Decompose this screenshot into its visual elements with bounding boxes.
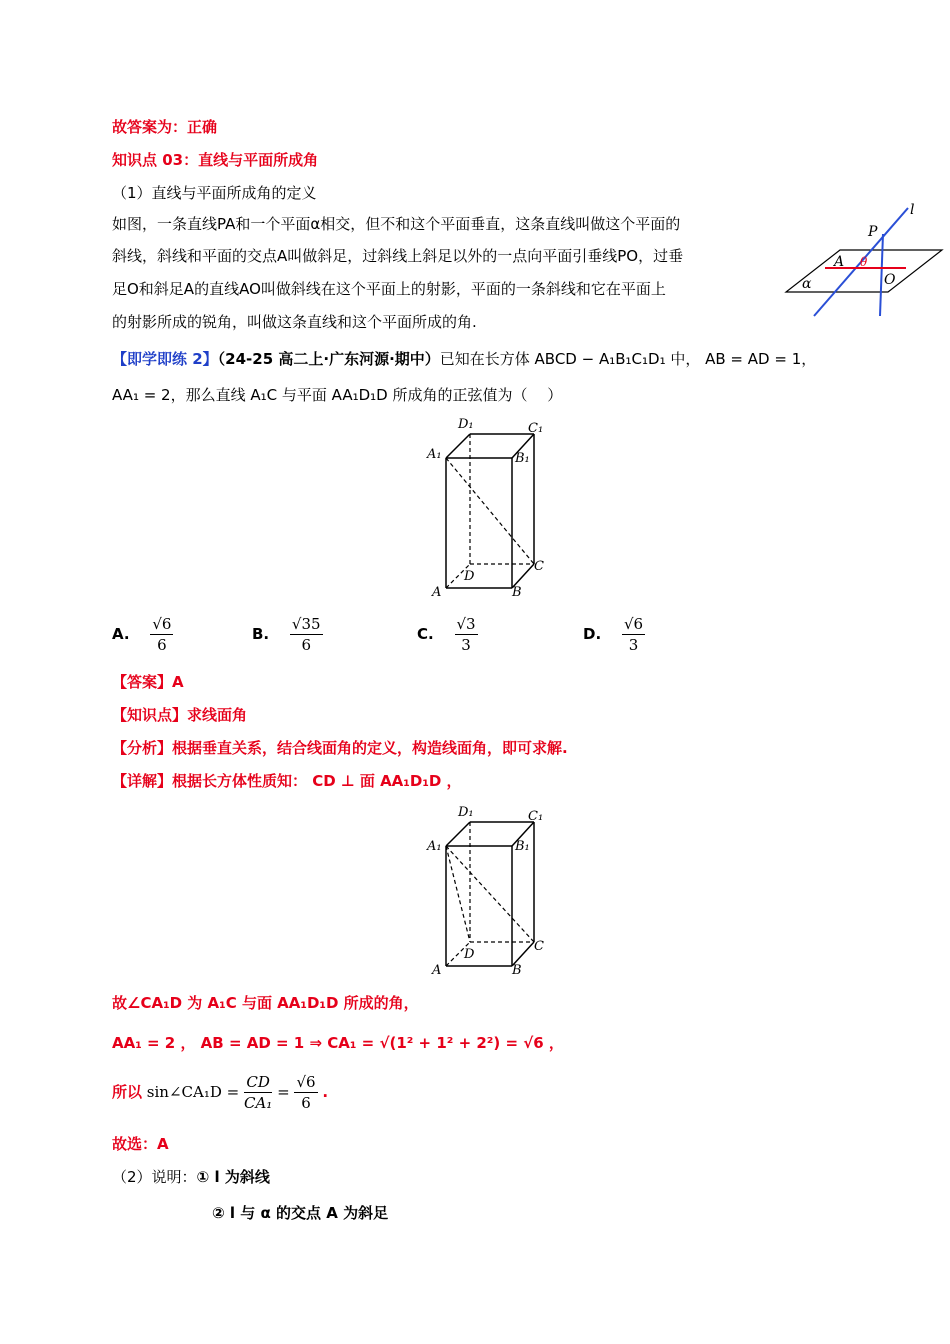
label-c: C [534,939,544,954]
perpendicular-po [880,234,883,316]
label-d1: D₁ [458,417,474,432]
note-item-2: ② l 与 α 的交点 A 为斜足 [212,1204,389,1222]
option-letter: C. [417,625,434,643]
option-fraction: $\frac{√6}{3}$ [623,615,644,654]
option-d[interactable] [583,614,645,655]
label-d: D [464,569,475,584]
label-a: A [834,254,845,270]
exercise-stem-1: 已知在长方体 ABCD − A₁B₁C₁D₁ 中， AB = AD = 1， [439,350,817,368]
note-line-1 [112,1166,270,1187]
fraction-cd-ca1: $\frac{CD}{\text{CA₁}}$ [244,1073,273,1112]
label-a: A [432,963,442,978]
label-a1: A₁ [427,447,442,462]
option-fraction: $\frac{√35}{6}$ [291,615,321,654]
label-p: P [868,224,878,240]
definition-line-2: 斜线，斜线和平面的交点A叫做斜足，过斜线上斜足以外的一点向平面引垂线PO，过垂 [112,247,684,265]
definition-heading: （1）直线与平面所成角的定义 [112,184,317,202]
solution-line-3: 所以 sin∠CA₁D = $\frac{CD}{\text{CA₁}}$ = $\frac{√6}{6}$ . [112,1073,329,1112]
knowledge-line: 【知识点】求线面角 [112,706,248,724]
label-theta: θ [860,255,868,269]
solution-line-1: 故∠CA₁D 为 A₁C 与面 AA₁D₁D 所成的角， [112,994,419,1012]
note-heading: （2）说明： [112,1168,197,1186]
solution-line-2: AA₁ = 2 ， AB = AD = 1 ⇒ CA₁ = √(1² + 1² + 2²) = √6 ， [112,1034,564,1052]
exercise-stem-line-1 [112,348,816,369]
option-letter: A. [112,625,130,643]
cuboid-figure-1 [420,412,550,602]
previous-answer: 故答案为：正确 [112,118,218,136]
label-b: B [512,963,522,978]
option-letter: B. [252,625,270,643]
analysis-line: 【分析】根据垂直关系，结合线面角的定义，构造线面角，即可求解. [112,739,568,757]
option-b[interactable] [252,614,323,655]
label-o: O [884,272,896,288]
label-b1: B₁ [515,839,530,854]
label-alpha: α [802,276,812,292]
label-b: B [512,585,522,600]
label-c: C [534,559,544,574]
definition-line-4: 的射影所成的锐角，叫做这条直线和这个平面所成的角. [112,313,477,331]
label-l: l [910,202,915,218]
label-a: A [432,585,442,600]
cuboid-figure-2 [420,800,550,980]
detail-line: 【详解】根据长方体性质知： CD ⊥ 面 AA₁D₁D ， [112,772,462,790]
plane-angle-figure [780,196,950,326]
label-b1: B₁ [515,451,530,466]
label-c1: C₁ [528,809,544,824]
definition-line-1: 如图，一条直线PA和一个平面α相交，但不和这个平面垂直，这条直线叫做这个平面的 [112,215,681,233]
label-c1: C₁ [528,421,544,436]
option-letter: D. [583,625,602,643]
option-fraction: $\frac{√3}{3}$ [456,615,476,654]
option-a[interactable] [112,614,173,655]
answer-line: 【答案】A [112,673,184,691]
option-fraction: $\frac{√6}{6}$ [152,615,172,654]
exercise-source: （24-25 高二上·广东河源·期中） [217,350,440,368]
option-c[interactable] [417,614,478,655]
note-item-1: ① l 为斜线 [196,1168,270,1186]
definition-line-3: 足O和斜足A的直线AO叫做斜线在这个平面上的射影，平面的一条斜线和它在平面上 [112,280,666,298]
label-d: D [464,947,475,962]
label-a1: A₁ [427,839,442,854]
final-choice: 故选：A [112,1135,169,1153]
fraction-sqrt6-6: $\frac{√6}{6}$ [296,1073,316,1112]
label-d1: D₁ [458,805,474,820]
exercise-tag: 【即学即练 2】 [112,350,218,368]
section-title: 知识点 03：直线与平面所成角 [112,151,319,169]
exercise-stem-2: AA₁ = 2，那么直线 A₁C 与平面 AA₁D₁D 所成角的正弦值为（ ） [112,386,563,404]
